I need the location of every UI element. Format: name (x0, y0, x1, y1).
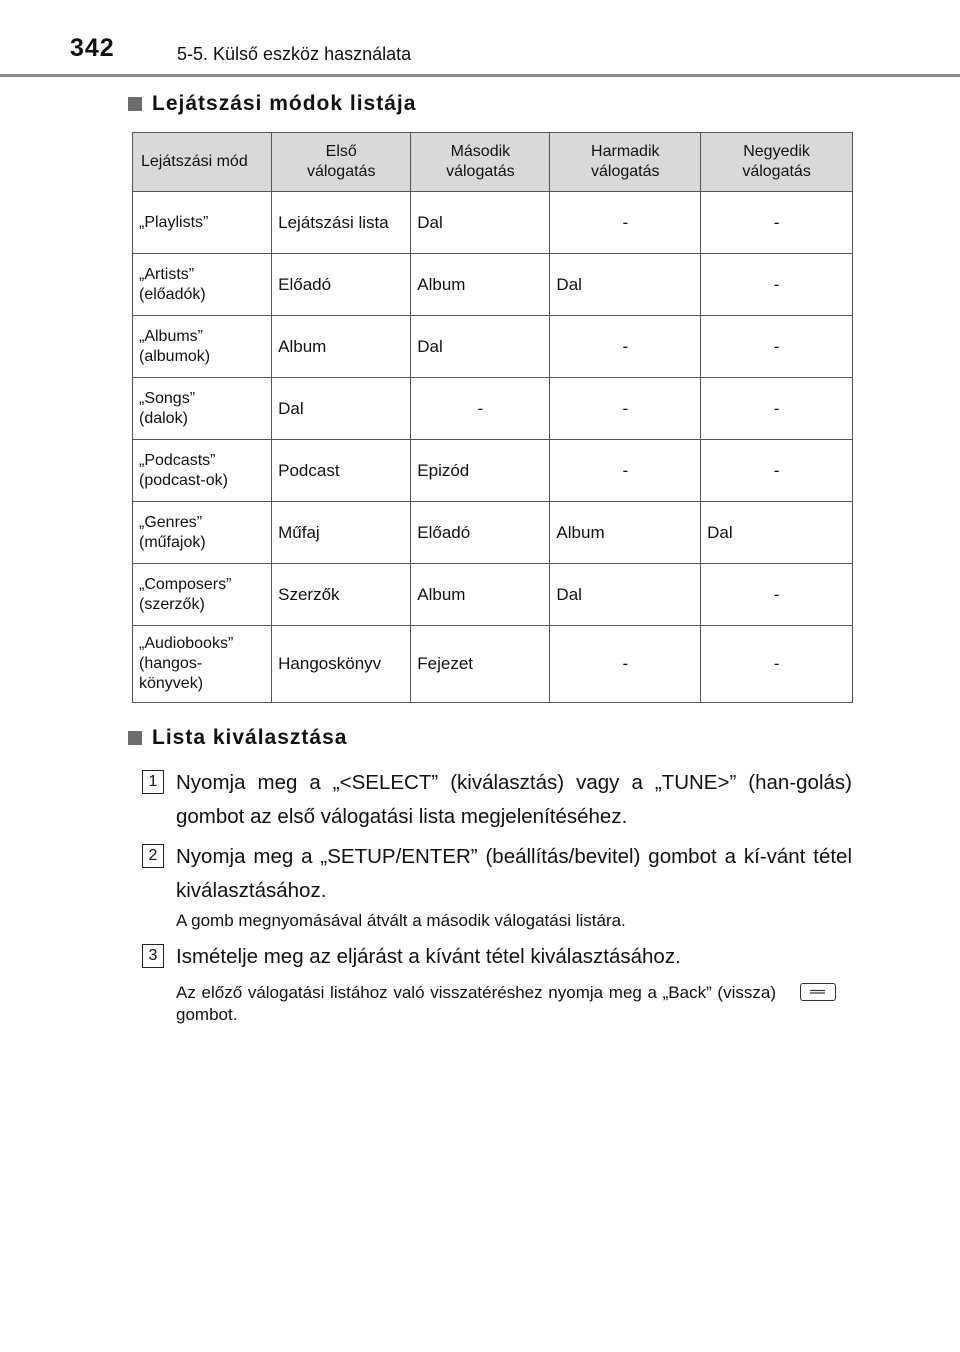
table-header-cell: Lejátszási mód (133, 133, 272, 192)
mode-cell: „Genres” (műfajok) (133, 502, 272, 564)
table-row (133, 502, 853, 564)
selection-cell: - (550, 316, 701, 378)
selection-cell: - (701, 192, 853, 254)
selection-cell: - (701, 564, 853, 626)
playback-modes-table (132, 132, 853, 703)
table-row (133, 254, 853, 316)
selection-cell: - (701, 626, 853, 703)
selection-cell: Dal (272, 378, 411, 440)
table-row (133, 440, 853, 502)
selection-cell: - (411, 378, 550, 440)
step-number: 3 (142, 944, 164, 968)
selection-cell: Dal (550, 564, 701, 626)
page-number: 342 (70, 34, 115, 62)
section-title-select (128, 726, 347, 750)
selection-cell: - (701, 316, 853, 378)
mode-cell: „Artists” (előadók) (133, 254, 272, 316)
mode-cell: „Songs” (dalok) (133, 378, 272, 440)
table-header-cell: Negyedik válogatás (701, 133, 853, 192)
header-divider (0, 74, 960, 77)
selection-cell: - (550, 378, 701, 440)
step-text: Nyomja meg a „SETUP/ENTER” (beállítás/bevitel) gombot a kí-vánt tétel kiválasztásához. (176, 845, 852, 902)
step-3-note: Az előző válogatási listához való visszatéréshez nyomja meg a „Back” (vissza) gombot. (176, 983, 776, 1024)
section-title-modes (128, 92, 416, 116)
selection-cell: Dal (411, 316, 550, 378)
step-number: 2 (142, 844, 164, 868)
selection-cell: Hangoskönyv (272, 626, 411, 703)
table-row (133, 192, 853, 254)
step-number: 1 (142, 770, 164, 794)
section-title-text: Lista kiválasztása (152, 726, 348, 749)
selection-cell: Album (272, 316, 411, 378)
selection-cell: - (701, 440, 853, 502)
mode-cell: „Playlists” (133, 192, 272, 254)
mode-cell: „Albums” (albumok) (133, 316, 272, 378)
step-text: Ismételje meg az eljárást a kívánt tétel kiválasztásához. (176, 945, 681, 968)
section-bullet-icon (128, 97, 142, 111)
table-header-cell: Második válogatás (411, 133, 550, 192)
table-row (133, 626, 853, 703)
section-title-text: Lejátszási módok listája (152, 92, 417, 115)
selection-cell: - (701, 378, 853, 440)
selection-cell: - (550, 440, 701, 502)
selection-cell: Előadó (411, 502, 550, 564)
selection-cell: - (550, 626, 701, 703)
selection-cell: Album (550, 502, 701, 564)
mode-cell: „Podcasts” (podcast-ok) (133, 440, 272, 502)
selection-cell: Fejezet (411, 626, 550, 703)
selection-cell: Műfaj (272, 502, 411, 564)
selection-cell: Epizód (411, 440, 550, 502)
selection-cell: Szerzők (272, 564, 411, 626)
selection-cell: - (550, 192, 701, 254)
selection-cell: Podcast (272, 440, 411, 502)
table-header-cell: Első válogatás (272, 133, 411, 192)
selection-cell: Előadó (272, 254, 411, 316)
step-2-note: A gomb megnyomásával átvált a második válogatási listára. (176, 911, 626, 930)
table-row (133, 564, 853, 626)
section-bullet-icon (128, 731, 142, 745)
table-header-cell: Harmadik válogatás (550, 133, 701, 192)
selection-cell: Dal (701, 502, 853, 564)
page-header (0, 0, 960, 78)
selection-cell: Dal (550, 254, 701, 316)
mode-cell: „Audiobooks” (hangos- könyvek) (133, 626, 272, 703)
mode-cell: „Composers” (szerzők) (133, 564, 272, 626)
table-row (133, 316, 853, 378)
step-text: Nyomja meg a „<SELECT” (kiválasztás) vagy a „TUNE>” (han-golás) gombot az első válogatási lista megjelenítéséhez. (176, 771, 852, 828)
table-row (133, 378, 853, 440)
selection-cell: Album (411, 254, 550, 316)
selection-cell: Dal (411, 192, 550, 254)
table-header-row (133, 133, 853, 192)
back-button-icon (800, 983, 836, 1001)
selection-cell: Album (411, 564, 550, 626)
selection-cell: - (701, 254, 853, 316)
chapter-title: 5-5. Külső eszköz használata (177, 44, 412, 64)
selection-cell: Lejátszási lista (272, 192, 411, 254)
